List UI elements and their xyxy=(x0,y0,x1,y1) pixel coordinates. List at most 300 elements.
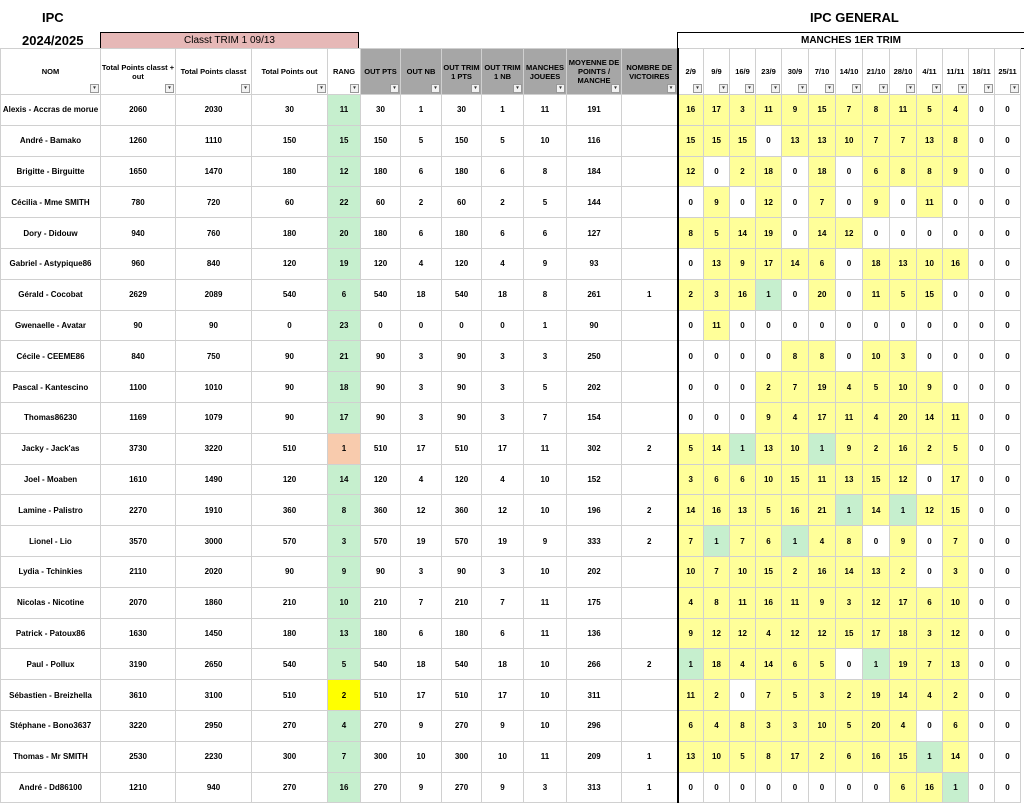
manche-score-cell[interactable]: 0 xyxy=(995,526,1021,557)
player-name-cell[interactable]: Thomas86230 xyxy=(1,402,101,433)
total-points-classt-out-cell[interactable]: 3570 xyxy=(101,526,176,557)
average-points-cell[interactable]: 250 xyxy=(567,341,622,372)
manche-score-cell[interactable]: 16 xyxy=(863,741,890,772)
out-pts-cell[interactable]: 300 xyxy=(361,741,401,772)
filter-dropdown-icon[interactable]: ▾ xyxy=(1010,84,1019,93)
manche-score-cell[interactable]: 0 xyxy=(917,218,943,249)
manche-score-cell[interactable]: 13 xyxy=(863,556,890,587)
total-points-classt-out-cell[interactable]: 840 xyxy=(101,341,176,372)
filter-dropdown-icon[interactable]: ▾ xyxy=(350,84,359,93)
manche-score-cell[interactable]: 0 xyxy=(969,248,995,279)
manche-score-cell[interactable]: 17 xyxy=(782,741,809,772)
out-trim-nb-cell[interactable]: 5 xyxy=(482,125,524,156)
manche-score-cell[interactable]: 0 xyxy=(969,464,995,495)
manche-score-cell[interactable]: 0 xyxy=(730,772,756,803)
manche-score-cell[interactable]: 8 xyxy=(730,710,756,741)
manche-score-cell[interactable]: 17 xyxy=(704,95,730,126)
average-points-cell[interactable]: 152 xyxy=(567,464,622,495)
manche-score-cell[interactable]: 0 xyxy=(917,464,943,495)
out-pts-cell[interactable]: 180 xyxy=(361,618,401,649)
out-trim-pts-cell[interactable]: 270 xyxy=(442,710,482,741)
out-trim-pts-cell[interactable]: 30 xyxy=(442,95,482,126)
player-name-cell[interactable]: Paul - Pollux xyxy=(1,649,101,680)
victories-cell[interactable] xyxy=(622,310,678,341)
date-header[interactable] xyxy=(863,49,890,95)
rank-cell[interactable]: 18 xyxy=(328,372,361,403)
manche-score-cell[interactable]: 7 xyxy=(809,187,836,218)
manche-score-cell[interactable]: 12 xyxy=(704,618,730,649)
manche-score-cell[interactable]: 13 xyxy=(704,248,730,279)
average-points-cell[interactable]: 313 xyxy=(567,772,622,803)
date-header[interactable] xyxy=(756,49,782,95)
manche-score-cell[interactable]: 4 xyxy=(730,649,756,680)
manche-score-cell[interactable]: 0 xyxy=(836,310,863,341)
manche-score-cell[interactable]: 0 xyxy=(704,402,730,433)
out-nb-cell[interactable]: 7 xyxy=(401,587,442,618)
manche-score-cell[interactable]: 20 xyxy=(863,710,890,741)
total-points-classt-out-cell[interactable]: 2070 xyxy=(101,587,176,618)
manche-score-cell[interactable]: 2 xyxy=(704,680,730,711)
date-header[interactable] xyxy=(678,49,704,95)
manche-score-cell[interactable]: 18 xyxy=(890,618,917,649)
filter-dropdown-icon[interactable]: ▾ xyxy=(906,84,915,93)
manche-score-cell[interactable]: 11 xyxy=(782,587,809,618)
manche-score-cell[interactable]: 0 xyxy=(995,433,1021,464)
total-points-classt-cell[interactable]: 1910 xyxy=(176,495,252,526)
manche-score-cell[interactable]: 0 xyxy=(756,310,782,341)
out-pts-cell[interactable]: 540 xyxy=(361,279,401,310)
out-trim-pts-cell[interactable]: 510 xyxy=(442,433,482,464)
manche-score-cell[interactable]: 15 xyxy=(704,125,730,156)
manche-score-cell[interactable]: 16 xyxy=(809,556,836,587)
manche-score-cell[interactable]: 1 xyxy=(809,433,836,464)
out-nb-cell[interactable]: 17 xyxy=(401,680,442,711)
manche-score-cell[interactable]: 16 xyxy=(917,772,943,803)
manche-score-cell[interactable]: 0 xyxy=(782,772,809,803)
filter-dropdown-icon[interactable]: ▾ xyxy=(431,84,440,93)
filter-dropdown-icon[interactable]: ▾ xyxy=(852,84,861,93)
average-points-cell[interactable]: 93 xyxy=(567,248,622,279)
player-name-cell[interactable]: Lydia - Tchinkies xyxy=(1,556,101,587)
out-trim-nb-cell[interactable]: 12 xyxy=(482,495,524,526)
manche-score-cell[interactable]: 0 xyxy=(836,341,863,372)
manche-score-cell[interactable]: 4 xyxy=(863,402,890,433)
manche-score-cell[interactable]: 14 xyxy=(756,649,782,680)
manche-score-cell[interactable]: 18 xyxy=(756,156,782,187)
out-trim-nb-cell[interactable]: 6 xyxy=(482,218,524,249)
date-header[interactable] xyxy=(704,49,730,95)
player-name-cell[interactable]: Cécilia - Mme SMITH xyxy=(1,187,101,218)
manche-score-cell[interactable]: 17 xyxy=(890,587,917,618)
out-trim-pts-cell[interactable]: 270 xyxy=(442,772,482,803)
out-trim-nb-cell[interactable]: 3 xyxy=(482,341,524,372)
average-points-cell[interactable]: 136 xyxy=(567,618,622,649)
manche-score-cell[interactable]: 0 xyxy=(969,587,995,618)
rank-cell[interactable]: 8 xyxy=(328,495,361,526)
manche-score-cell[interactable]: 6 xyxy=(678,710,704,741)
manche-score-cell[interactable]: 13 xyxy=(917,125,943,156)
rank-cell[interactable]: 22 xyxy=(328,187,361,218)
manche-score-cell[interactable]: 6 xyxy=(809,248,836,279)
manche-score-cell[interactable]: 1 xyxy=(678,649,704,680)
manche-score-cell[interactable]: 1 xyxy=(917,741,943,772)
out-nb-cell[interactable]: 17 xyxy=(401,433,442,464)
manche-score-cell[interactable]: 1 xyxy=(704,526,730,557)
manche-score-cell[interactable]: 0 xyxy=(782,218,809,249)
column-header[interactable] xyxy=(252,49,328,95)
victories-cell[interactable] xyxy=(622,464,678,495)
out-nb-cell[interactable]: 6 xyxy=(401,618,442,649)
manche-score-cell[interactable]: 6 xyxy=(890,772,917,803)
manche-score-cell[interactable]: 0 xyxy=(730,187,756,218)
manche-score-cell[interactable]: 12 xyxy=(809,618,836,649)
manche-score-cell[interactable]: 0 xyxy=(995,156,1021,187)
manche-score-cell[interactable]: 0 xyxy=(756,125,782,156)
total-points-classt-cell[interactable]: 940 xyxy=(176,772,252,803)
out-nb-cell[interactable]: 18 xyxy=(401,279,442,310)
manche-score-cell[interactable]: 15 xyxy=(943,495,969,526)
manche-score-cell[interactable]: 8 xyxy=(704,587,730,618)
manche-score-cell[interactable]: 5 xyxy=(943,433,969,464)
manche-score-cell[interactable]: 0 xyxy=(995,341,1021,372)
manche-score-cell[interactable]: 11 xyxy=(704,310,730,341)
player-name-cell[interactable]: Alexis - Accras de morue xyxy=(1,95,101,126)
out-nb-cell[interactable]: 19 xyxy=(401,526,442,557)
filter-dropdown-icon[interactable]: ▾ xyxy=(825,84,834,93)
total-points-out-cell[interactable]: 540 xyxy=(252,649,328,680)
total-points-out-cell[interactable]: 360 xyxy=(252,495,328,526)
manche-score-cell[interactable]: 0 xyxy=(782,310,809,341)
manche-score-cell[interactable]: 7 xyxy=(943,526,969,557)
manche-score-cell[interactable]: 0 xyxy=(969,433,995,464)
manche-score-cell[interactable]: 10 xyxy=(917,248,943,279)
victories-cell[interactable]: 1 xyxy=(622,741,678,772)
column-header[interactable] xyxy=(1,49,101,95)
manches-jouees-cell[interactable]: 11 xyxy=(524,587,567,618)
column-header[interactable] xyxy=(361,49,401,95)
manche-score-cell[interactable]: 0 xyxy=(809,772,836,803)
out-trim-pts-cell[interactable]: 120 xyxy=(442,248,482,279)
rank-cell[interactable]: 9 xyxy=(328,556,361,587)
filter-dropdown-icon[interactable]: ▾ xyxy=(771,84,780,93)
out-trim-pts-cell[interactable]: 120 xyxy=(442,464,482,495)
total-points-out-cell[interactable]: 90 xyxy=(252,341,328,372)
manches-jouees-cell[interactable]: 11 xyxy=(524,618,567,649)
manche-score-cell[interactable]: 2 xyxy=(809,741,836,772)
total-points-classt-out-cell[interactable]: 2629 xyxy=(101,279,176,310)
manches-jouees-cell[interactable]: 11 xyxy=(524,741,567,772)
manche-score-cell[interactable]: 19 xyxy=(756,218,782,249)
manche-score-cell[interactable]: 5 xyxy=(890,279,917,310)
total-points-out-cell[interactable]: 180 xyxy=(252,618,328,649)
out-trim-nb-cell[interactable]: 10 xyxy=(482,741,524,772)
manche-score-cell[interactable]: 0 xyxy=(678,341,704,372)
manche-score-cell[interactable]: 0 xyxy=(730,341,756,372)
manche-score-cell[interactable]: 6 xyxy=(917,587,943,618)
total-points-classt-out-cell[interactable]: 90 xyxy=(101,310,176,341)
filter-dropdown-icon[interactable]: ▾ xyxy=(984,84,993,93)
total-points-classt-out-cell[interactable]: 960 xyxy=(101,248,176,279)
manche-score-cell[interactable]: 0 xyxy=(836,248,863,279)
date-header[interactable] xyxy=(890,49,917,95)
out-pts-cell[interactable]: 90 xyxy=(361,402,401,433)
manche-score-cell[interactable]: 1 xyxy=(863,649,890,680)
column-header[interactable] xyxy=(482,49,524,95)
manche-score-cell[interactable]: 10 xyxy=(756,464,782,495)
total-points-out-cell[interactable]: 90 xyxy=(252,556,328,587)
victories-cell[interactable] xyxy=(622,372,678,403)
out-nb-cell[interactable]: 5 xyxy=(401,125,442,156)
manche-score-cell[interactable]: 14 xyxy=(863,495,890,526)
rank-cell[interactable]: 23 xyxy=(328,310,361,341)
manche-score-cell[interactable]: 6 xyxy=(943,710,969,741)
filter-dropdown-icon[interactable]: ▾ xyxy=(317,84,326,93)
manches-jouees-cell[interactable]: 7 xyxy=(524,402,567,433)
manche-score-cell[interactable]: 12 xyxy=(917,495,943,526)
manche-score-cell[interactable]: 0 xyxy=(730,680,756,711)
average-points-cell[interactable]: 202 xyxy=(567,372,622,403)
manche-score-cell[interactable]: 2 xyxy=(836,680,863,711)
out-pts-cell[interactable]: 180 xyxy=(361,156,401,187)
manche-score-cell[interactable]: 21 xyxy=(809,495,836,526)
manche-score-cell[interactable]: 0 xyxy=(995,464,1021,495)
player-name-cell[interactable]: Patrick - Patoux86 xyxy=(1,618,101,649)
manche-score-cell[interactable]: 0 xyxy=(730,310,756,341)
manche-score-cell[interactable]: 0 xyxy=(890,187,917,218)
victories-cell[interactable]: 2 xyxy=(622,649,678,680)
out-trim-nb-cell[interactable]: 17 xyxy=(482,433,524,464)
player-name-cell[interactable]: Dory - Didouw xyxy=(1,218,101,249)
out-nb-cell[interactable]: 3 xyxy=(401,341,442,372)
manche-score-cell[interactable]: 9 xyxy=(704,187,730,218)
total-points-classt-out-cell[interactable]: 3730 xyxy=(101,433,176,464)
out-trim-pts-cell[interactable]: 210 xyxy=(442,587,482,618)
manche-score-cell[interactable]: 6 xyxy=(704,464,730,495)
manche-score-cell[interactable]: 2 xyxy=(943,680,969,711)
column-header[interactable] xyxy=(622,49,678,95)
out-pts-cell[interactable]: 120 xyxy=(361,464,401,495)
rank-cell[interactable]: 10 xyxy=(328,587,361,618)
victories-cell[interactable] xyxy=(622,248,678,279)
player-name-cell[interactable]: Thomas - Mr SMITH xyxy=(1,741,101,772)
manche-score-cell[interactable]: 0 xyxy=(863,526,890,557)
out-pts-cell[interactable]: 90 xyxy=(361,556,401,587)
manche-score-cell[interactable]: 14 xyxy=(704,433,730,464)
manche-score-cell[interactable]: 0 xyxy=(782,279,809,310)
manche-score-cell[interactable]: 0 xyxy=(730,402,756,433)
player-name-cell[interactable]: Gwenaelle - Avatar xyxy=(1,310,101,341)
manche-score-cell[interactable]: 15 xyxy=(890,741,917,772)
total-points-classt-out-cell[interactable]: 3190 xyxy=(101,649,176,680)
total-points-classt-out-cell[interactable]: 2110 xyxy=(101,556,176,587)
rank-cell[interactable]: 5 xyxy=(328,649,361,680)
manche-score-cell[interactable]: 0 xyxy=(943,372,969,403)
manche-score-cell[interactable]: 0 xyxy=(678,310,704,341)
total-points-classt-cell[interactable]: 2230 xyxy=(176,741,252,772)
out-pts-cell[interactable]: 570 xyxy=(361,526,401,557)
rank-cell[interactable]: 4 xyxy=(328,710,361,741)
manche-score-cell[interactable]: 20 xyxy=(809,279,836,310)
manche-score-cell[interactable]: 0 xyxy=(995,372,1021,403)
manche-score-cell[interactable]: 4 xyxy=(678,587,704,618)
out-pts-cell[interactable]: 90 xyxy=(361,341,401,372)
manche-score-cell[interactable]: 10 xyxy=(809,710,836,741)
total-points-classt-out-cell[interactable]: 1630 xyxy=(101,618,176,649)
manche-score-cell[interactable]: 14 xyxy=(890,680,917,711)
manche-score-cell[interactable]: 10 xyxy=(863,341,890,372)
rank-cell[interactable]: 7 xyxy=(328,741,361,772)
total-points-classt-out-cell[interactable]: 1650 xyxy=(101,156,176,187)
manche-score-cell[interactable]: 0 xyxy=(704,341,730,372)
manche-score-cell[interactable]: 11 xyxy=(678,680,704,711)
manche-score-cell[interactable]: 8 xyxy=(809,341,836,372)
victories-cell[interactable] xyxy=(622,156,678,187)
manche-score-cell[interactable]: 4 xyxy=(756,618,782,649)
manche-score-cell[interactable]: 3 xyxy=(836,587,863,618)
manches-jouees-cell[interactable]: 10 xyxy=(524,556,567,587)
out-nb-cell[interactable]: 9 xyxy=(401,710,442,741)
out-trim-pts-cell[interactable]: 90 xyxy=(442,556,482,587)
manche-score-cell[interactable]: 0 xyxy=(969,402,995,433)
rank-cell[interactable]: 17 xyxy=(328,402,361,433)
manche-score-cell[interactable]: 0 xyxy=(917,710,943,741)
manche-score-cell[interactable]: 6 xyxy=(836,741,863,772)
column-header[interactable] xyxy=(328,49,361,95)
out-trim-nb-cell[interactable]: 6 xyxy=(482,618,524,649)
manche-score-cell[interactable]: 6 xyxy=(756,526,782,557)
out-pts-cell[interactable]: 210 xyxy=(361,587,401,618)
manche-score-cell[interactable]: 1 xyxy=(756,279,782,310)
manche-score-cell[interactable]: 10 xyxy=(836,125,863,156)
manches-jouees-cell[interactable]: 9 xyxy=(524,248,567,279)
victories-cell[interactable] xyxy=(622,341,678,372)
out-pts-cell[interactable]: 270 xyxy=(361,772,401,803)
victories-cell[interactable] xyxy=(622,556,678,587)
manche-score-cell[interactable]: 5 xyxy=(782,680,809,711)
manche-score-cell[interactable]: 14 xyxy=(917,402,943,433)
total-points-classt-cell[interactable]: 2030 xyxy=(176,95,252,126)
manche-score-cell[interactable]: 4 xyxy=(809,526,836,557)
out-nb-cell[interactable]: 18 xyxy=(401,649,442,680)
manche-score-cell[interactable]: 0 xyxy=(995,495,1021,526)
manche-score-cell[interactable]: 0 xyxy=(995,772,1021,803)
manche-score-cell[interactable]: 0 xyxy=(678,187,704,218)
manche-score-cell[interactable]: 9 xyxy=(809,587,836,618)
manche-score-cell[interactable]: 0 xyxy=(782,156,809,187)
average-points-cell[interactable]: 209 xyxy=(567,741,622,772)
manche-score-cell[interactable]: 16 xyxy=(756,587,782,618)
total-points-out-cell[interactable]: 570 xyxy=(252,526,328,557)
manches-jouees-cell[interactable]: 10 xyxy=(524,125,567,156)
manche-score-cell[interactable]: 0 xyxy=(969,495,995,526)
manche-score-cell[interactable]: 0 xyxy=(969,341,995,372)
manche-score-cell[interactable]: 13 xyxy=(782,125,809,156)
manche-score-cell[interactable]: 0 xyxy=(943,341,969,372)
player-name-cell[interactable]: Brigitte - Birguitte xyxy=(1,156,101,187)
manche-score-cell[interactable]: 14 xyxy=(809,218,836,249)
filter-dropdown-icon[interactable]: ▾ xyxy=(165,84,174,93)
total-points-classt-out-cell[interactable]: 3220 xyxy=(101,710,176,741)
filter-dropdown-icon[interactable]: ▾ xyxy=(667,84,676,93)
total-points-classt-out-cell[interactable]: 2530 xyxy=(101,741,176,772)
victories-cell[interactable] xyxy=(622,95,678,126)
manche-score-cell[interactable]: 8 xyxy=(756,741,782,772)
manche-score-cell[interactable]: 0 xyxy=(943,187,969,218)
manche-score-cell[interactable]: 0 xyxy=(836,156,863,187)
manche-score-cell[interactable]: 7 xyxy=(890,125,917,156)
manche-score-cell[interactable]: 15 xyxy=(863,464,890,495)
manche-score-cell[interactable]: 3 xyxy=(809,680,836,711)
victories-cell[interactable]: 1 xyxy=(622,772,678,803)
manche-score-cell[interactable]: 0 xyxy=(995,125,1021,156)
filter-dropdown-icon[interactable]: ▾ xyxy=(556,84,565,93)
out-nb-cell[interactable]: 9 xyxy=(401,772,442,803)
total-points-out-cell[interactable]: 90 xyxy=(252,372,328,403)
manche-score-cell[interactable]: 14 xyxy=(836,556,863,587)
average-points-cell[interactable]: 311 xyxy=(567,680,622,711)
manche-score-cell[interactable]: 9 xyxy=(782,95,809,126)
manche-score-cell[interactable]: 3 xyxy=(704,279,730,310)
player-name-cell[interactable]: Stéphane - Bono3637 xyxy=(1,710,101,741)
victories-cell[interactable] xyxy=(622,125,678,156)
manche-score-cell[interactable]: 11 xyxy=(836,402,863,433)
total-points-classt-out-cell[interactable]: 2270 xyxy=(101,495,176,526)
manche-score-cell[interactable]: 0 xyxy=(995,618,1021,649)
manche-score-cell[interactable]: 0 xyxy=(969,680,995,711)
rank-cell[interactable]: 16 xyxy=(328,772,361,803)
out-trim-nb-cell[interactable]: 6 xyxy=(482,156,524,187)
manche-score-cell[interactable]: 0 xyxy=(995,680,1021,711)
manches-jouees-cell[interactable]: 8 xyxy=(524,279,567,310)
out-nb-cell[interactable]: 0 xyxy=(401,310,442,341)
manche-score-cell[interactable]: 5 xyxy=(863,372,890,403)
manche-score-cell[interactable]: 13 xyxy=(809,125,836,156)
out-trim-pts-cell[interactable]: 90 xyxy=(442,341,482,372)
manche-score-cell[interactable]: 0 xyxy=(863,772,890,803)
manche-score-cell[interactable]: 5 xyxy=(756,495,782,526)
manches-jouees-cell[interactable]: 5 xyxy=(524,187,567,218)
manche-score-cell[interactable]: 13 xyxy=(836,464,863,495)
out-nb-cell[interactable]: 6 xyxy=(401,218,442,249)
average-points-cell[interactable]: 90 xyxy=(567,310,622,341)
total-points-classt-out-cell[interactable]: 1100 xyxy=(101,372,176,403)
manche-score-cell[interactable]: 10 xyxy=(730,556,756,587)
player-name-cell[interactable]: Sébastien - Breizhella xyxy=(1,680,101,711)
total-points-classt-cell[interactable]: 2089 xyxy=(176,279,252,310)
manche-score-cell[interactable]: 19 xyxy=(863,680,890,711)
player-name-cell[interactable]: André - Dd86100 xyxy=(1,772,101,803)
average-points-cell[interactable]: 266 xyxy=(567,649,622,680)
manche-score-cell[interactable]: 5 xyxy=(678,433,704,464)
out-nb-cell[interactable]: 6 xyxy=(401,156,442,187)
out-trim-pts-cell[interactable]: 180 xyxy=(442,618,482,649)
filter-dropdown-icon[interactable]: ▾ xyxy=(390,84,399,93)
filter-dropdown-icon[interactable]: ▾ xyxy=(693,84,702,93)
player-name-cell[interactable]: Joel - Moaben xyxy=(1,464,101,495)
manche-score-cell[interactable]: 0 xyxy=(969,372,995,403)
manches-jouees-cell[interactable]: 11 xyxy=(524,433,567,464)
manche-score-cell[interactable]: 11 xyxy=(730,587,756,618)
total-points-classt-out-cell[interactable]: 3610 xyxy=(101,680,176,711)
date-header[interactable] xyxy=(782,49,809,95)
manches-jouees-cell[interactable]: 1 xyxy=(524,310,567,341)
total-points-classt-cell[interactable]: 1490 xyxy=(176,464,252,495)
total-points-out-cell[interactable]: 0 xyxy=(252,310,328,341)
manche-score-cell[interactable]: 7 xyxy=(917,649,943,680)
manches-jouees-cell[interactable]: 6 xyxy=(524,218,567,249)
manche-score-cell[interactable]: 0 xyxy=(917,310,943,341)
rank-cell[interactable]: 19 xyxy=(328,248,361,279)
